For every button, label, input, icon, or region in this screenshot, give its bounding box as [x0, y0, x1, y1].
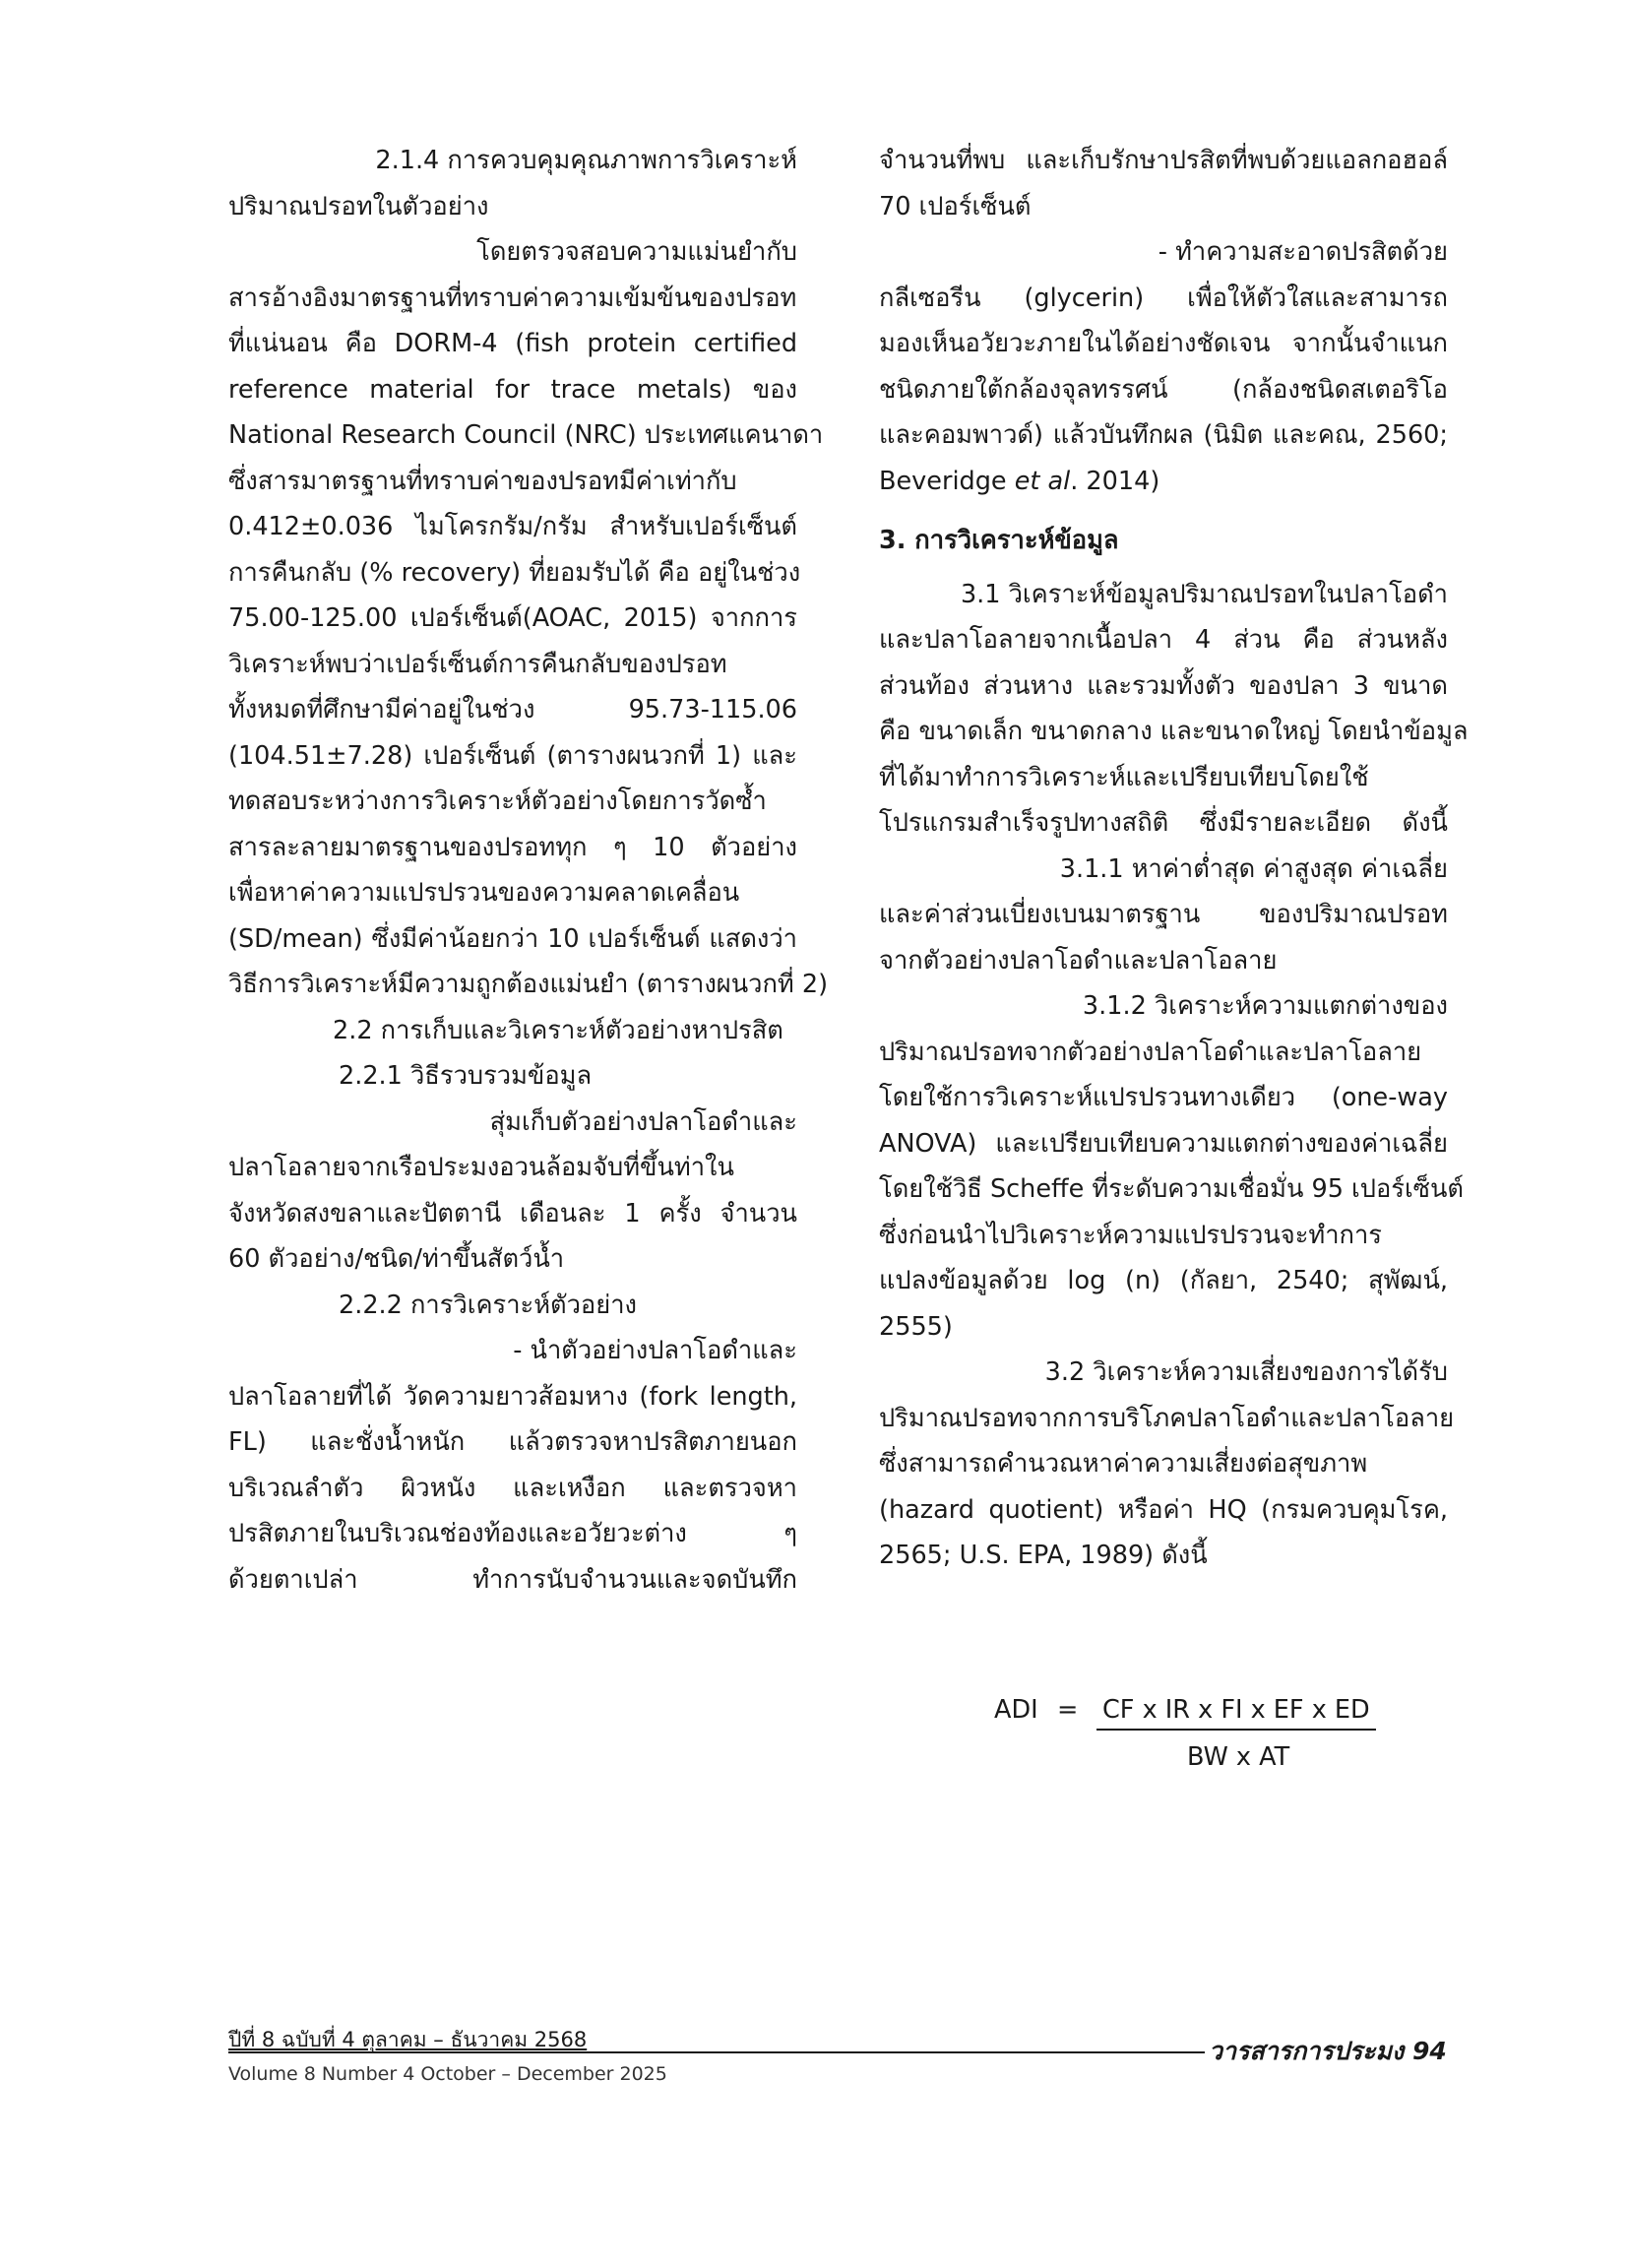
text-line: จำนวนที่พบ และเก็บรักษาปรสิตที่พบด้วยแอลกอฮอล์ — [879, 146, 1448, 175]
text-line: 2565; U.S. EPA, 1989) ดังนี้ — [879, 1541, 1208, 1570]
text-line: ANOVA) และเปรียบเทียบความแตกต่างของค่าเฉลี่ย — [879, 1128, 1448, 1159]
text-line: ปลาโอลายที่ได้ วัดความยาวส้อมหาง (fork length, — [228, 1381, 797, 1412]
footer-journal-page: วารสารการประมง 94 — [1209, 2037, 1447, 2065]
text-line: 2.1.4 การควบคุมคุณภาพการวิเคราะห์ — [375, 146, 797, 175]
text-line: โดยใช้วิธี Scheffe ที่ระดับความเชื่อมั่น 95 เปอร์เซ็นต์ — [879, 1174, 1464, 1204]
formula-denominator: BW x AT — [1187, 1742, 1290, 1772]
text-line: สารละลายมาตรฐานของปรอททุก ๆ 10 ตัวอย่าง — [228, 832, 797, 862]
text-line: ปริมาณปรอทจากการบริโภคปลาโอดำและปลาโอลาย — [879, 1403, 1455, 1433]
text-line: ซึ่งสารมาตรฐานที่ทราบค่าของปรอทมีค่าเท่ากับ — [228, 466, 737, 496]
text-line: 3. การวิเคราะห์ข้อมูล — [879, 526, 1119, 555]
text-line: แปลงข้อมูลด้วย log (n) (กัลยา, 2540; สุพัฒน์, — [879, 1266, 1448, 1295]
text-line: 70 เปอร์เซ็นต์ — [879, 191, 1032, 221]
text-line: 2.2 การเก็บและวิเคราะห์ตัวอย่างหาปรสิต — [333, 1015, 783, 1045]
text-line: เพื่อหาค่าความแปรปรวนของความคลาดเคลื่อน — [228, 878, 740, 908]
text-line: โปรแกรมสำเร็จรูปทางสถิติ ซึ่งมีรายละเอียด ดังนี้ — [879, 808, 1448, 838]
text-line: ปลาโอลายจากเรือประมงอวนล้อมจับที่ขึ้นท่าใน — [228, 1153, 734, 1182]
formula-numerator: CF x IR x FI x EF x ED — [1096, 1695, 1376, 1731]
left-column — [228, 138, 829, 1603]
text-line: ทั้งหมดที่ศึกษามีค่าอยู่ในช่วง 95.73-115.06 — [228, 695, 797, 724]
text-line: จังหวัดสงขลาและปัตตานี เดือนละ 1 ครั้ง จำนวน — [228, 1198, 797, 1228]
text-line: 0.412±0.036 ไมโครกรัม/กรัม สำหรับเปอร์เซ็นต์ — [228, 512, 797, 541]
text-line: และค่าส่วนเบี่ยงเบนมาตรฐาน ของปริมาณปรอท — [879, 900, 1448, 929]
formula-equals: = — [1057, 1695, 1079, 1725]
text-line: และปลาโอลายจากเนื้อปลา 4 ส่วน คือ ส่วนหลัง — [879, 625, 1448, 655]
text-line: ที่ได้มาทำการวิเคราะห์และเปรียบเทียบโดยใช้ — [879, 762, 1369, 792]
text-line: จากตัวอย่างปลาโอดำและปลาโอลาย — [879, 945, 1278, 976]
text-line: FL) และชั่งน้ำหนัก แล้วตรวจหาปรสิตภายนอก — [228, 1427, 797, 1457]
text-line: วิธีการวิเคราะห์มีความถูกต้องแม่นยำ (ตารางผนวกที่ 2) — [228, 970, 829, 999]
text-line: บริเวณลำตัว ผิวหนัง และเหงือก และตรวจหา — [228, 1473, 797, 1503]
text-line: สุ่มเก็บตัวอย่างปลาโอดำและ — [489, 1106, 797, 1137]
text-line: ปริมาณปรอทจากตัวอย่างปลาโอดำและปลาโอลาย — [879, 1037, 1422, 1067]
text-line: - ทำความสะอาดปรสิตด้วย — [1158, 237, 1448, 267]
text-line: มองเห็นอวัยวะภายในได้อย่างชัดเจน จากนั้นจำแนก — [879, 329, 1448, 358]
text-line: คือ ขนาดเล็ก ขนาดกลาง และขนาดใหญ่ โดยนำข้อมูล — [879, 717, 1469, 746]
text-line: ปรสิตภายในบริเวณช่องท้องและอวัยวะต่าง ๆ — [228, 1519, 797, 1548]
text-line: (SD/mean) ซึ่งมีค่าน้อยกว่า 10 เปอร์เซ็นต์ แสดงว่า — [228, 923, 797, 954]
text-line: โดยใช้การวิเคราะห์แปรปรวนทางเดียว (one-way — [879, 1083, 1448, 1112]
text-line: โดยตรวจสอบความแม่นยำกับ — [476, 237, 797, 267]
text-line: 2.2.1 วิธีรวบรวมข้อมูล — [339, 1061, 593, 1091]
text-line: ส่วนท้อง ส่วนหาง และรวมทั้งตัว ของปลา 3 ขนาด — [879, 670, 1448, 701]
text-line: 2555) — [879, 1311, 953, 1342]
text-line: 2.2.2 การวิเคราะห์ตัวอย่าง — [339, 1290, 637, 1320]
text-line: reference material for trace metals) ของ — [228, 374, 797, 405]
text-line: ด้วยตาเปล่า ทำการนับจำนวนและจดบันทึก — [228, 1564, 797, 1595]
text-line: 3.1.2 วิเคราะห์ความแตกต่างของ — [1082, 991, 1448, 1021]
text-line: (104.51±7.28) เปอร์เซ็นต์ (ตารางผนวกที่ 1) และ — [228, 740, 797, 771]
text-line: 3.1.1 หาค่าต่ำสุด ค่าสูงสุด ค่าเฉลี่ย — [1059, 853, 1448, 884]
text-line: ทดสอบระหว่างการวิเคราะห์ตัวอย่างโดยการวัดซ้ำ — [228, 787, 767, 816]
text-line: Beveridge et al. 2014) — [879, 466, 1160, 496]
text-line: - นำตัวอย่างปลาโอดำและ — [513, 1336, 797, 1365]
text-line: (hazard quotient) หรือค่า HQ (กรมควบคุมโรค, — [879, 1494, 1448, 1525]
text-line: 60 ตัวอย่าง/ชนิด/ท่าขึ้นสัตว์น้ำ — [228, 1244, 565, 1274]
formula-lhs: ADI — [994, 1695, 1038, 1725]
footer-divider — [228, 2051, 1205, 2053]
text-line: ชนิดภายใต้กล้องจุลทรรศน์ (กล้องชนิดสเตอริโอ — [879, 374, 1448, 405]
text-line: การคืนกลับ (% recovery) ที่ยอมรับได้ คือ อยู่ในช่วง — [228, 557, 801, 588]
text-line: National Research Council (NRC) ประเทศแคนาดา — [228, 420, 824, 450]
footer-issue-english: Volume 8 Number 4 October – December 2025 — [228, 2063, 667, 2085]
text-line: และคอมพาวด์) แล้วบันทึกผล (นิมิต และคณ, 2560; — [879, 420, 1448, 450]
text-line: 3.1 วิเคราะห์ข้อมูลปริมาณปรอทในปลาโอดำ — [960, 579, 1448, 609]
right-column — [879, 138, 1469, 1579]
text-line: ปริมาณปรอทในตัวอย่าง — [228, 191, 489, 221]
text-line: สารอ้างอิงมาตรฐานที่ทราบค่าความเข้มข้นของปรอท — [228, 283, 797, 313]
text-line: 75.00-125.00 เปอร์เซ็นต์(AOAC, 2015) จากการ — [228, 603, 797, 633]
text-line: ที่แน่นอน คือ DORM-4 (fish protein certified — [228, 329, 797, 358]
adi-formula — [994, 1695, 1388, 1784]
text-line: กลีเซอรีน (glycerin) เพื่อให้ตัวใสและสามารถ — [879, 283, 1448, 313]
text-line: 3.2 วิเคราะห์ความเสี่ยงของการได้รับ — [1044, 1357, 1448, 1387]
et-al-italic: et al — [1014, 466, 1071, 496]
footer-issue-thai: ปีที่ 8 ฉบับที่ 4 ตุลาคม – ธันวาคม 2568 — [228, 2028, 588, 2051]
text-line: ซึ่งก่อนนำไปวิเคราะห์ความแปรปรวนจะทำการ — [879, 1220, 1382, 1250]
text-line: วิเคราะห์พบว่าเปอร์เซ็นต์การคืนกลับของปรอท — [228, 649, 727, 679]
text-line: ซึ่งสามารถคำนวณหาค่าความเสี่ยงต่อสุขภาพ — [879, 1449, 1368, 1479]
